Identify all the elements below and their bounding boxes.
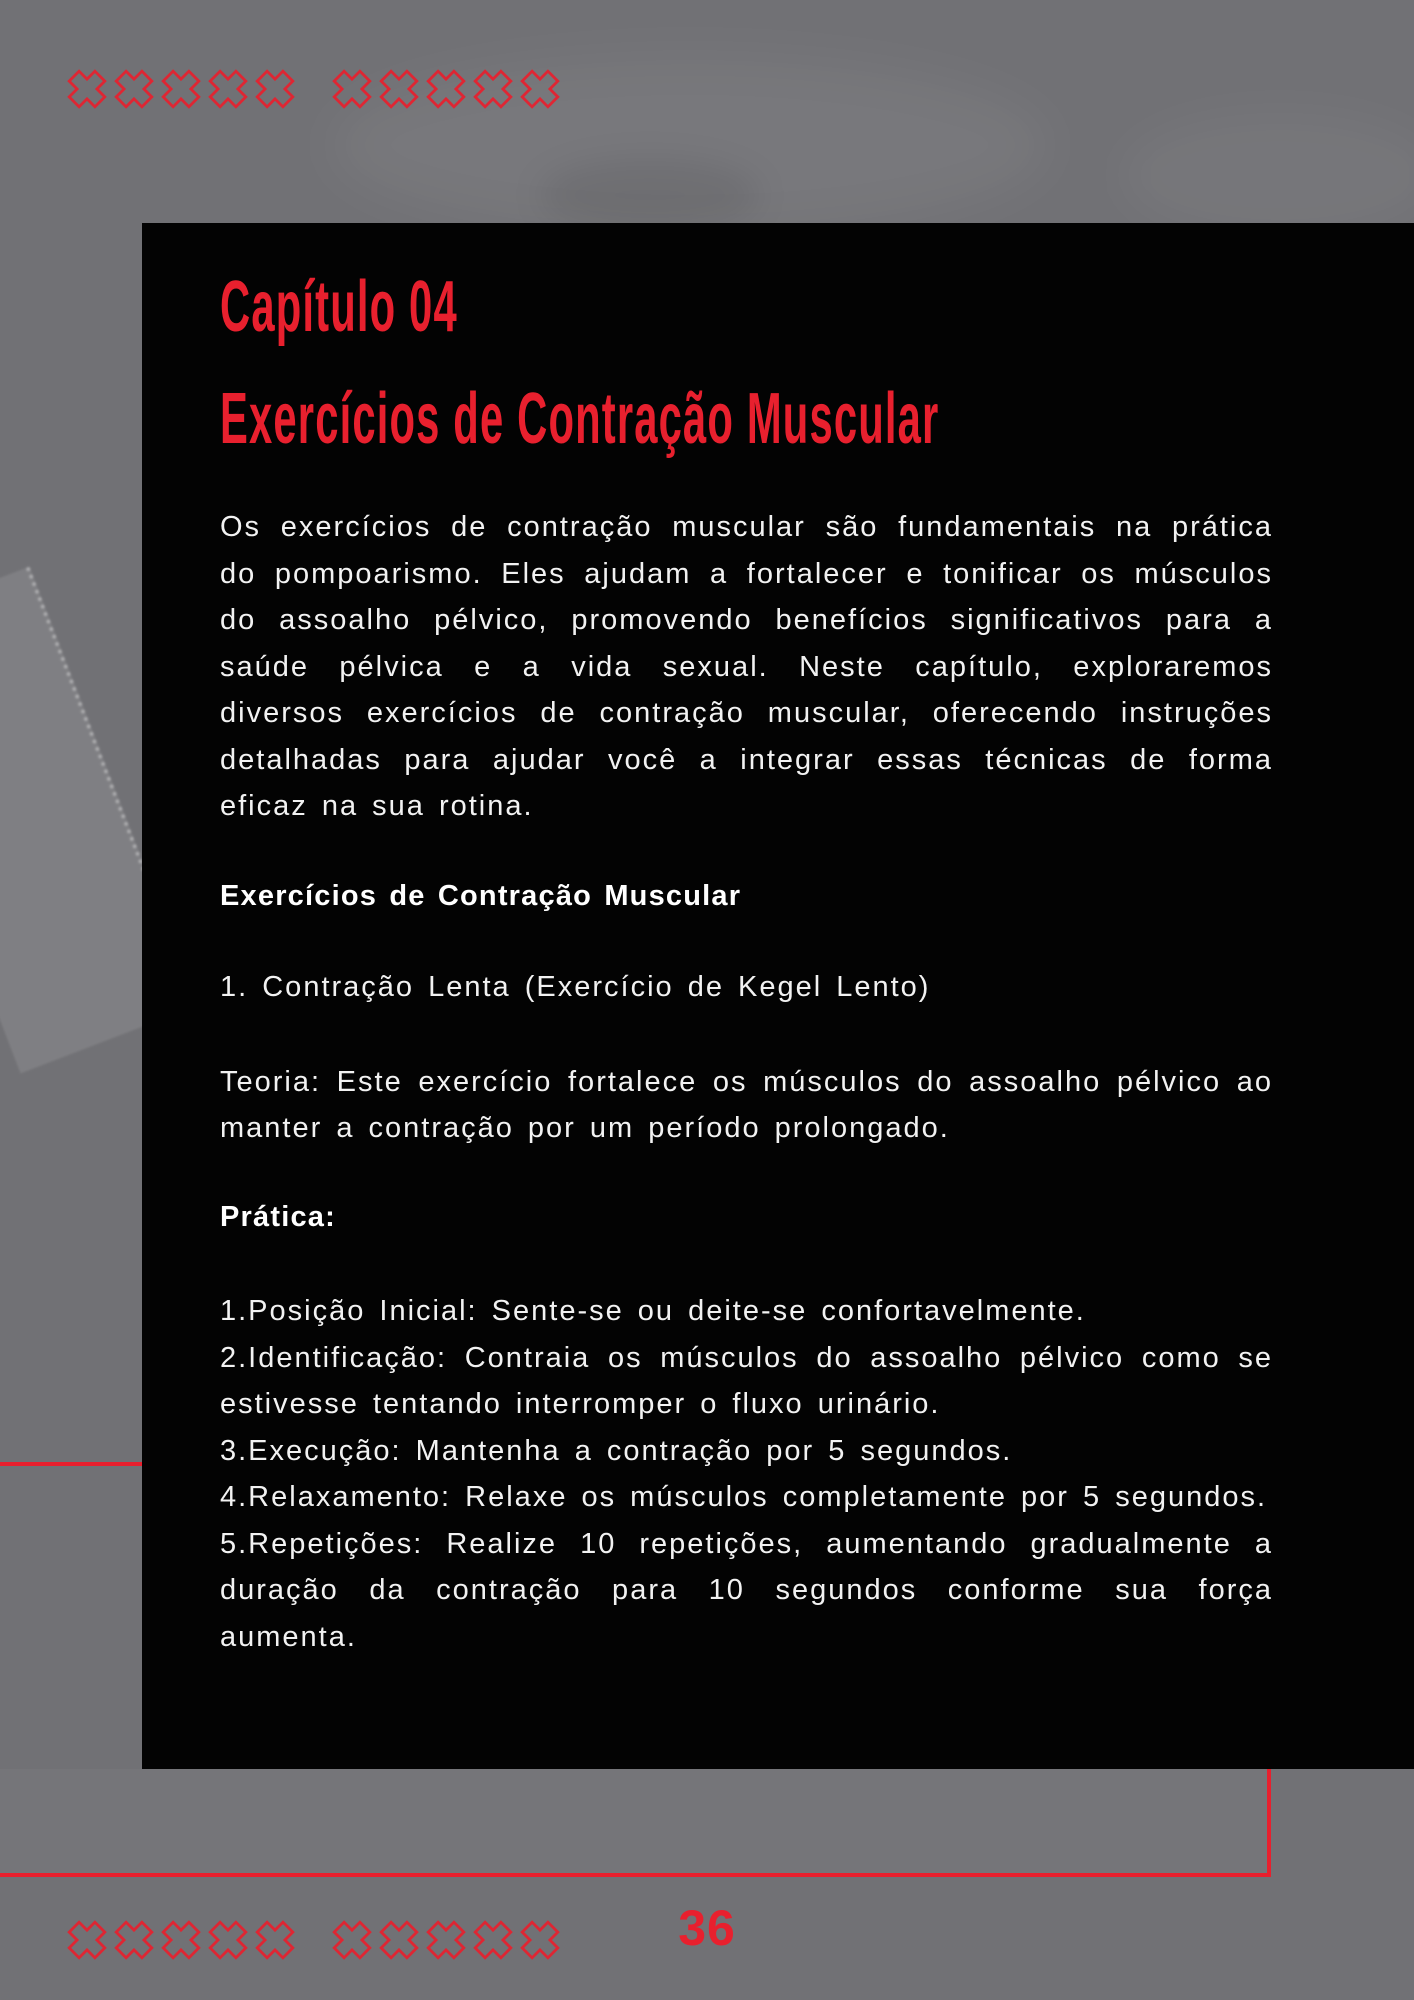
page-number: 36: [678, 1900, 736, 1956]
practice-step: 2.Identificação: Contraia os músculos do assoalho pélvico como se estivesse tentando interromper o fluxo urinário.: [220, 1341, 1273, 1420]
red-rule-corner-vertical: [1267, 1769, 1271, 1877]
cross-group: [66, 68, 296, 110]
cross-group: [331, 68, 561, 110]
theory-paragraph: Teoria: Este exercício fortalece os músculos do assoalho pélvico ao manter a contração por um período prolongado.: [220, 1065, 1273, 1144]
x-cross-icon: [331, 68, 373, 110]
x-cross-icon: [519, 68, 561, 110]
background-light-strip: [0, 1769, 1267, 1876]
red-rule-left: [0, 1462, 142, 1466]
practice-step: 4.Relaxamento: Relaxe os músculos completamente por 5 segundos.: [220, 1481, 1268, 1513]
section-heading: Exercícios de Contração Muscular: [220, 879, 742, 912]
decorative-cross-row-top: [66, 68, 561, 110]
x-cross-icon: [254, 68, 296, 110]
x-cross-icon: [472, 68, 514, 110]
red-rule-bottom: [0, 1873, 1271, 1877]
x-cross-icon: [207, 68, 249, 110]
chapter-title-text: Exercícios de Contração Muscular: [220, 379, 940, 459]
practice-steps: [220, 1288, 1273, 1660]
x-cross-icon: [113, 68, 155, 110]
chapter-title: [220, 379, 1273, 459]
x-cross-icon: [66, 68, 108, 110]
practice-step: 3.Execução: Mantenha a contração por 5 segundos.: [220, 1434, 1013, 1467]
background-light-patch: [1120, 110, 1414, 240]
practice-label: Prática:: [220, 1200, 336, 1233]
exercise-title: 1. Contração Lenta (Exercício de Kegel Lento): [220, 971, 931, 1003]
background-shadow-patch: [540, 160, 760, 230]
x-cross-icon: [378, 68, 420, 110]
content-panel: [142, 223, 1414, 1769]
x-cross-icon: [425, 68, 467, 110]
chapter-kicker: [220, 267, 1273, 347]
chapter-kicker-text: Capítulo 04: [220, 267, 458, 347]
practice-step: 1.Posição Inicial: Sente-se ou deite-se confortavelmente.: [220, 1295, 1086, 1327]
intro-paragraph: Os exercícios de contração muscular são fundamentais na prática do pompoarismo. Eles ajudam a fortalecer e tonificar os músculos do assoalho pélvico, promovendo benefícios significativos para a saúde pélvica e a vida sexual. Neste capítulo, exploraremos diversos exercícios de contração muscular, oferecendo instruções detalhadas para ajudar você a integrar essas técnicas de forma eficaz na sua rotina.: [220, 511, 1273, 822]
x-cross-icon: [160, 68, 202, 110]
practice-step: 5.Repetições: Realize 10 repetições, aumentando gradualmente a duração da contração para 10 segundos conforme sua força aumenta.: [220, 1527, 1273, 1653]
